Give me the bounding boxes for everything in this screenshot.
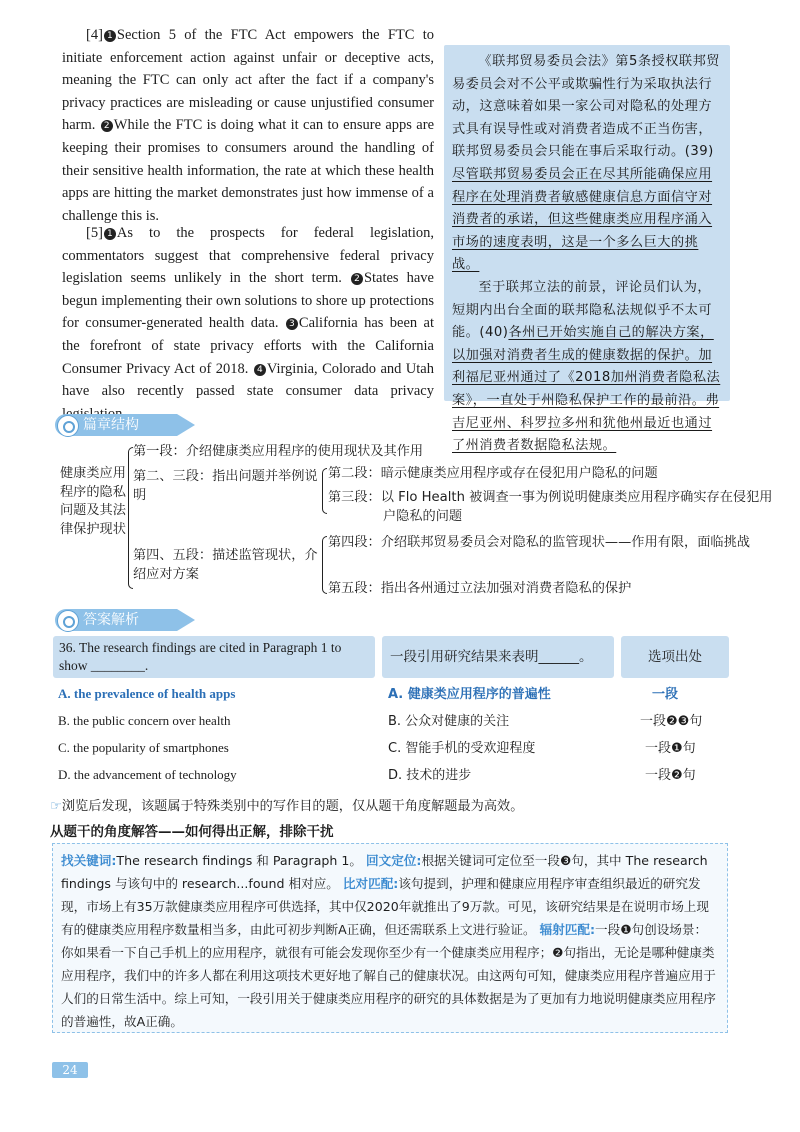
radiate-text: 一段❶句创设场景：你如果看一下自己手机上的应用程序，就很有可能会发现你至少有一个健康类应用程序；❷句指出，无论是哪种健康类应用程序，我们中的许多人都在利用这项技术更好地了解自己的健康状况。由这两句可知，健康类应用程序普遍应用于人们的日常生活中。综上可知，一段引用关于健康类应用程序的研究的具体数据是为了更加有力地说明健康类应用程序的普遍性，故A正确。: [61, 922, 716, 1029]
underlined-text: 尽管联邦贸易委员会正在尽其所能确保应用程序在处理消费者敏感健康信息方面信守对消费者的承诺，但这些健康类应用程序涌入市场的速度表明，这是一个多么巨大的挑战。: [452, 166, 713, 273]
structure-para-4-5: 第四、五段：描述监管现状，介绍应对方案: [133, 548, 318, 582]
structure-para-3: 第三段：以 Flo Health 被调查一事为例说明健康类应用程序确实存在侵犯用户隐私的问题: [328, 490, 773, 524]
sentence-marker-1-icon: 1: [104, 30, 116, 42]
structure-para-4: 第四段：介绍联邦贸易委员会对隐私的监管现状——作用有限，面临挑战: [328, 535, 750, 550]
structure-para-2: 第二段：暗示健康类应用程序或存在侵犯用户隐私的问题: [328, 466, 658, 481]
search-icon: [57, 415, 79, 437]
question-stem-en: 36. The research findings are cited in Paragraph 1 to show ________.: [53, 636, 375, 678]
tip-line: [50, 795, 523, 814]
translation-box: [444, 45, 730, 454]
structure-para-2-3: 第二、三段：指出问题并举例说明: [133, 469, 318, 503]
tip-text: 浏览后发现，该题属于特殊类别中的写作目的题，仅从题干角度解题最为高效。: [61, 799, 524, 814]
method-title: 从题干的角度解答——如何得出正解，排除干扰: [50, 824, 334, 840]
option-c-zh: C. 智能手机的受欢迎程度: [388, 741, 536, 756]
paragraph-4: [62, 24, 434, 227]
sentence-marker-2-icon: 2: [351, 273, 363, 285]
option-b-en: B. the public concern over health: [58, 713, 231, 728]
sentence-marker-4-icon: 4: [254, 364, 266, 376]
page-number: 24: [52, 1062, 88, 1078]
option-d-source: 一段❷句: [645, 768, 696, 783]
sentence: States have begun implementing their own solutions to shore up protections for consumer-generated health data.: [62, 270, 434, 332]
translation-para-5: [452, 277, 724, 458]
sentence: California has been at the forefront of state privacy efforts with the California Consumer Privacy Act of 2018.: [62, 315, 435, 377]
translation-text: 《联邦贸易委员会法》第5条授权联邦贸易委员会对不公平或欺骗性行为采取执法行动，这意味着如果一家公司对隐私的处理方式具有误导性或对消费者造成不正当伤害，联邦贸易委员会只能在事后采取行动。: [452, 54, 720, 160]
sentence: Section 5 of the FTC Act empowers the FTC to initiate enforcement action against unfair or deceptive acts, meaning the FTC can only act after the fact if a company's privacy practices are misleading or cause unjustified consumer harm.: [62, 27, 434, 134]
option-d-en: D. the advancement of technology: [58, 767, 237, 782]
sentence-marker-1-icon: 1: [104, 228, 116, 240]
option-b-zh: B. 公众对健康的关注: [388, 714, 510, 729]
label-radiate: 辐射匹配:: [539, 922, 596, 937]
compare-text: 该句提到，护理和健康应用程序审查组织最近的研究发现，市场上有35万款健康类应用程序可供选择，其中仅2020年就推出了9万款。可见，该研究结果是在说明市场上现有的健康类应用程序数量相当多，由此可初步判断A正确，但还需联系上文进行验证。: [61, 876, 709, 937]
structure-para-1: 第一段：介绍健康类应用程序的使用现状及其作用: [133, 444, 424, 459]
locate-text: 根据关键词可定位至一段❸句，其中 The research findings 与该句中的 research...found 相对应。: [61, 853, 708, 891]
brace-4-5: [322, 536, 327, 594]
section-tag-answer: [55, 609, 177, 631]
paragraph-label: [4]: [86, 27, 103, 43]
sentence: While the FTC is doing what it can to ensure apps are keeping their promises to consumers around the handling of their sensitive health information, the rate at which these health apps are hitting the market demonstrates just how immense of a challenge this is.: [62, 117, 435, 224]
option-b-source: 一段❷❸句: [640, 714, 703, 729]
sentence-marker-3-icon: 3: [286, 318, 298, 330]
section-tag-structure: [55, 414, 177, 436]
section-title: 答案解析: [83, 612, 139, 628]
structure-para-5: 第五段：指出各州通过立法加强对消费者隐私的保护: [328, 581, 632, 596]
source-header: 选项出处: [621, 636, 729, 678]
tag-arrow: [177, 414, 195, 436]
tag-arrow: [177, 609, 195, 631]
sentence: As to the prospects for federal legislation, commentators suggest that comprehensive federal privacy legislation seems unlikely in the short term.: [62, 225, 434, 287]
sentence: Virginia, Colorado and Utah have also recently passed state consumer data privacy: [62, 360, 434, 400]
label-compare: 比对匹配:: [342, 876, 399, 891]
section-title: 篇章结构: [83, 417, 139, 433]
label-locate: 回文定位:: [366, 853, 422, 868]
keyword-text: The research findings 和 Paragraph 1。: [116, 853, 362, 868]
structure-root: 健康类应用程序的隐私问题及其法律保护现状: [60, 466, 126, 537]
explanation-box: [52, 843, 728, 1033]
paragraph-5: [62, 222, 434, 425]
question-stem-zh: 一段引用研究结果来表明______。: [382, 636, 614, 678]
question-number: (39): [684, 144, 714, 160]
option-a-source: 一段: [652, 687, 679, 702]
option-a-en: A. the prevalence of health apps: [58, 686, 236, 701]
brace-2-3: [322, 468, 327, 514]
option-c-en: C. the popularity of smartphones: [58, 740, 229, 755]
search-icon: [57, 610, 79, 632]
underlined-text: 各州已开始实施自己的解决方案，以加强对消费者生成的健康数据的保护。加利福尼亚州通过了《2018加州消费者隐私法案》，一直处于州隐私保护工作的最前沿。弗吉尼亚州、科罗拉多州和犹他州最近也通过了州消费者数据隐私法规。: [452, 325, 721, 454]
paragraph-label: [5]: [86, 225, 103, 241]
sentence-marker-2-icon: 2: [101, 120, 113, 132]
label-keyword: 找关键词:: [61, 853, 117, 868]
explanation-text: [61, 849, 719, 1033]
translation-para-4: [452, 51, 724, 277]
option-c-source: 一段❶句: [645, 741, 696, 756]
question-number: (40): [479, 325, 509, 341]
translation-text: 至于联邦立法的前景，评论员们认为，短期内出台全面的联邦隐私法规似乎不太可能。: [452, 279, 713, 341]
option-a-zh: A. 健康类应用程序的普遍性: [388, 687, 551, 702]
pointing-hand-icon: ☞: [50, 799, 62, 814]
option-d-zh: D. 技术的进步: [388, 768, 472, 783]
